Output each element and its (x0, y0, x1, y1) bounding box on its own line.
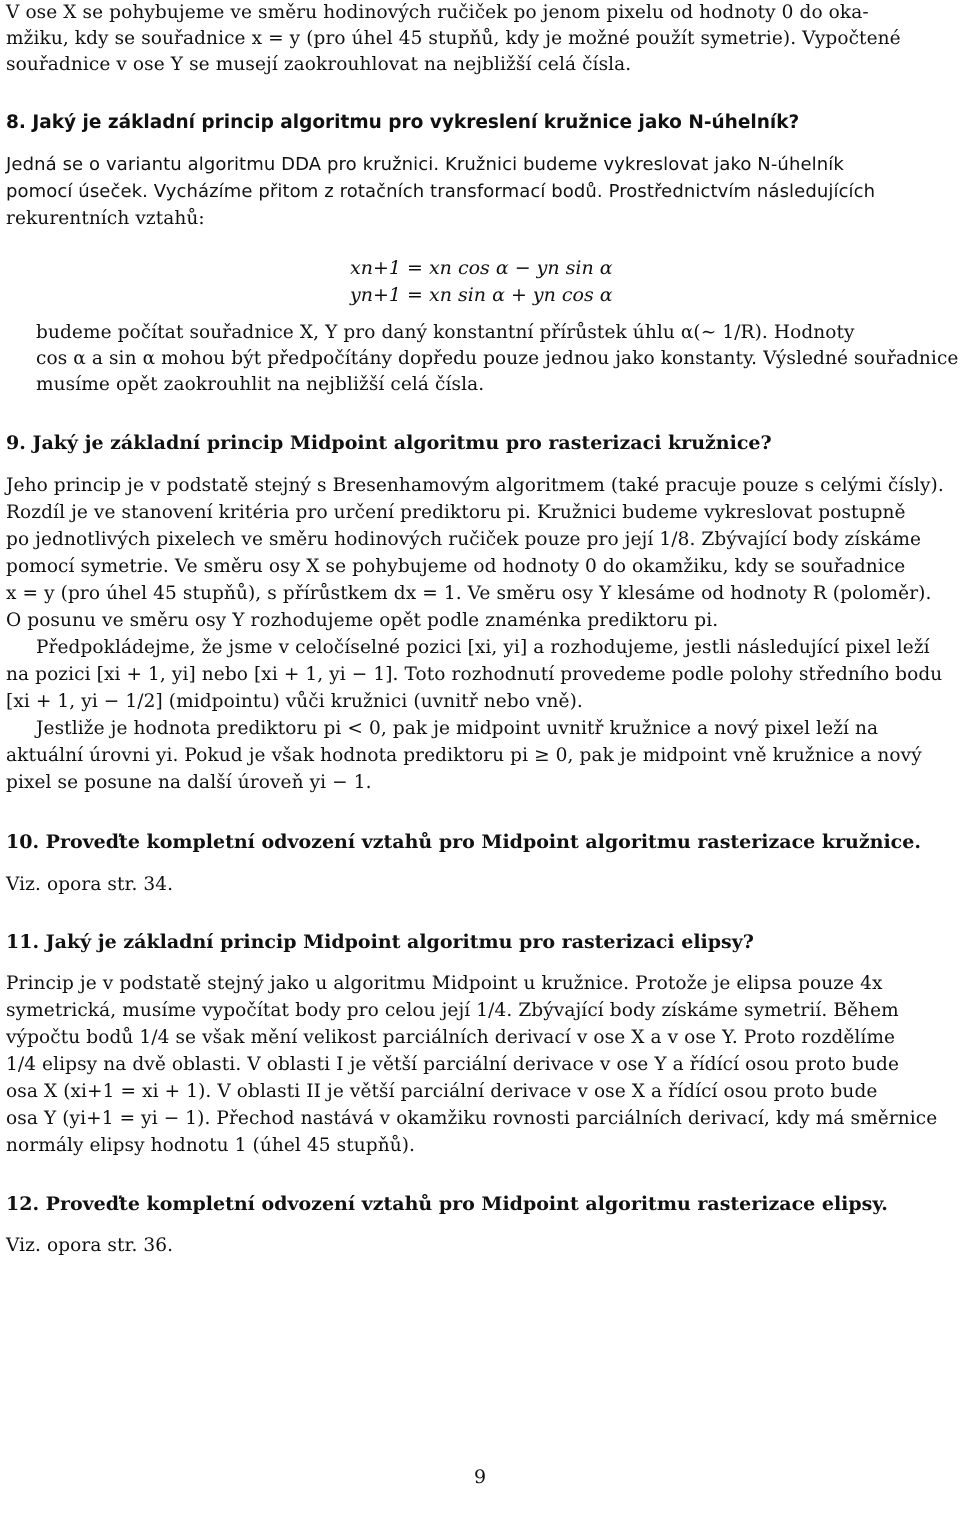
paragraph-line: Jestliže je hodnota prediktoru pi < 0, pak je midpoint uvnitř kružnice a nový pixel leží na (36, 718, 879, 739)
paragraph-line: osa Y (yi+1 = yi − 1). Přechod nastává v okamžiku rovnosti parciálních derivací, kdy má směrnice (6, 1108, 938, 1129)
paragraph-line: mžiku, kdy se souřadnice x = y (pro úhel 45 stupňů, kdy je možné použít symetrie). Vypočtené (6, 28, 901, 49)
paragraph-line: normály elipsy hodnotu 1 (úhel 45 stupňů). (6, 1135, 416, 1156)
paragraph-line: Rozdíl je ve stanovení kritéria pro určení prediktoru pi. Kružnici budeme vykreslovat postupně (6, 502, 906, 523)
paragraph-line: pomocí symetrie. Ve směru osy X se pohybujeme od hodnoty 0 do okamžiku, kdy se souřadnice (6, 556, 906, 577)
paragraph-line: O posunu ve směru osy Y rozhodujeme opět podle znaménka prediktoru pi. (6, 610, 719, 631)
paragraph-line: po jednotlivých pixelech ve směru hodinových ručiček pouze pro její 1/8. Zbývající body získáme (6, 529, 922, 550)
question-11-heading: 11. Jaký je základní princip Midpoint algoritmu pro rasterizaci elipsy? (6, 931, 754, 953)
paragraph-line: pixel se posune na další úroveň yi − 1. (6, 772, 372, 793)
paragraph-line: x = y (pro úhel 45 stupňů), s přírůstkem dx = 1. Ve směru osy Y klesáme od hodnoty R (poloměr). (6, 583, 932, 604)
page-number: 9 (473, 1466, 487, 1488)
paragraph-line: pomocí úseček. Vycházíme přitom z rotačních transformací bodů. Prostřednictvím následujících (6, 181, 876, 202)
paragraph-line: rekurentních vztahů: (6, 208, 205, 229)
paragraph-line: Jeho princip je v podstatě stejný s Bresenhamovým algoritmem (také pracuje pouze s celými čísly). (6, 475, 944, 496)
paragraph-line: Princip je v podstatě stejný jako u algoritmu Midpoint u kružnice. Protože je elipsa pouze 4x (6, 973, 883, 994)
paragraph-line: musíme opět zaokrouhlit na nejbližší celá čísla. (36, 374, 485, 395)
equation-y: yn+1 = xn sin α + yn cos α (350, 284, 613, 306)
paragraph-line: výpočtu bodů 1/4 se však mění velikost parciálních derivací v ose X a v ose Y. Proto rozdělíme (6, 1027, 896, 1048)
paragraph-line: budeme počítat souřadnice X, Y pro daný konstantní přírůstek úhlu α(∼ 1/R). Hodnoty (36, 322, 855, 343)
paragraph-line: souřadnice v ose Y se musejí zaokrouhlovat na nejbližší celá čísla. (6, 54, 632, 75)
paragraph-line: cos α a sin α mohou být předpočítány dopředu pouze jednou jako konstanty. Výsledné souřadnice (36, 348, 959, 369)
paragraph-line: na pozici [xi + 1, yi] nebo [xi + 1, yi − 1]. Toto rozhodnutí provedeme podle polohy středního bodu (6, 664, 943, 685)
paragraph-line: Předpokládejme, že jsme v celočíselné pozici [xi, yi] a rozhodujeme, jestli následující pixel leží (36, 637, 930, 658)
question-10-heading: 10. Proveďte kompletní odvození vztahů pro Midpoint algoritmu rasterizace kružnice. (6, 831, 921, 853)
reference-text: Viz. opora str. 36. (6, 1235, 174, 1256)
question-8-heading: 8. Jaký je základní princip algoritmu pro vykreslení kružnice jako N-úhelník? (6, 112, 800, 133)
paragraph-line: symetrická, musíme vypočítat body pro celou její 1/4. Zbývající body získáme symetrií. Během (6, 1000, 899, 1021)
reference-text: Viz. opora str. 34. (6, 874, 174, 895)
paragraph-line: 1/4 elipsy na dvě oblasti. V oblasti I je větší parciální derivace v ose Y a řídící osou proto bude (6, 1054, 899, 1075)
paragraph-line: [xi + 1, yi − 1/2] (midpointu) vůči kružnici (uvnitř nebo vně). (6, 691, 583, 712)
paragraph-line: Jedná se o variantu algoritmu DDA pro kružnici. Kružnici budeme vykreslovat jako N-úhelník (6, 154, 844, 175)
paragraph-line: osa X (xi+1 = xi + 1). V oblasti II je větší parciální derivace v ose X a řídící osou proto bude (6, 1081, 878, 1102)
equation-x: xn+1 = xn cos α − yn sin α (350, 257, 613, 279)
question-9-heading: 9. Jaký je základní princip Midpoint algoritmu pro rasterizaci kružnice? (6, 432, 772, 454)
paragraph-line: V ose X se pohybujeme ve směru hodinových ručiček po jenom pixelu od hodnoty 0 do oka- (6, 2, 869, 23)
paragraph-line: aktuální úrovni yi. Pokud je však hodnota prediktoru pi ≥ 0, pak je midpoint vně kružnice a nový (6, 745, 922, 766)
question-12-heading: 12. Proveďte kompletní odvození vztahů pro Midpoint algoritmu rasterizace elipsy. (6, 1193, 888, 1215)
